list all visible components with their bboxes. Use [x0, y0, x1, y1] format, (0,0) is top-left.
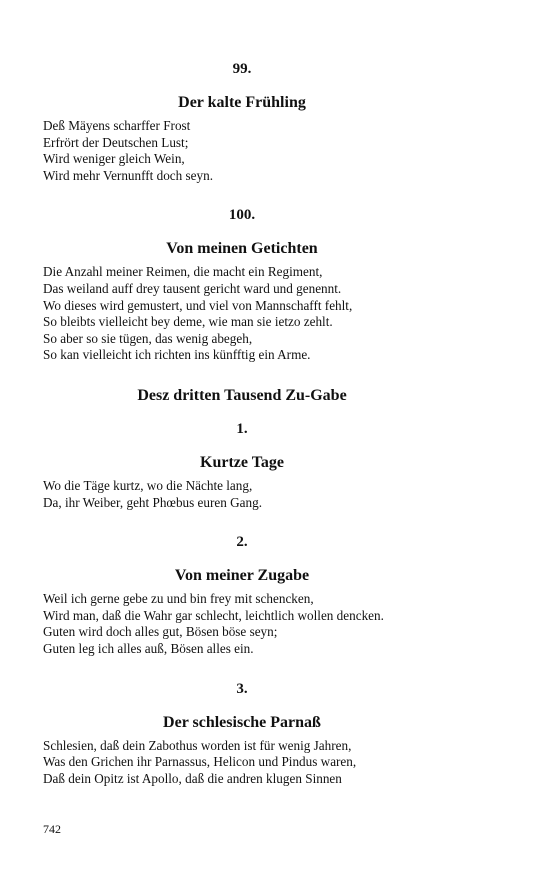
poem-title: Der kalte Frühling — [178, 94, 306, 111]
poem-line: Wird mehr Vernunfft doch seyn. — [43, 167, 214, 183]
poem-line: Daß dein Opitz ist Apollo, daß die andren klugen Sinnen — [43, 770, 342, 786]
poem-line: Schlesien, daß dein Zabothus worden ist für wenig Jahren, — [43, 737, 352, 753]
poem-block — [43, 206, 441, 364]
page-body — [43, 60, 441, 787]
poem-line: Wo dieses wird gemustert, und viel von Mannschafft fehlt, — [43, 297, 353, 313]
poem-line: Guten wird doch alles gut, Bösen böse seyn; — [43, 624, 278, 640]
poem-line: Weil ich gerne gebe zu und bin frey mit schencken, — [43, 591, 314, 607]
poem-block — [43, 420, 441, 511]
poem-line: Was den Grichen ihr Parnassus, Helicon und Pindus waren, — [43, 754, 357, 770]
poem-line: So bleibts vielleicht bey deme, wie man sie ietzo zehlt. — [43, 314, 333, 330]
page-number: 742 — [43, 822, 61, 836]
poem-number: 100. — [228, 207, 256, 224]
poem-line: So kan vielleicht ich richten ins künfftig ein Arme. — [43, 347, 311, 363]
poem-lines — [43, 478, 441, 511]
poem-lines — [43, 264, 441, 364]
poem-block — [43, 533, 441, 657]
poem-line: Da, ihr Weiber, geht Phœbus euren Gang. — [43, 494, 263, 510]
section-heading: Desz dritten Tausend Zu-Gabe — [137, 386, 347, 404]
poem-lines — [43, 738, 441, 788]
poem-line: Erfrört der Deutschen Lust; — [43, 134, 189, 150]
poem-lines — [43, 118, 441, 184]
poem-line: Deß Mäyens scharffer Frost — [43, 118, 191, 133]
poem-title: Von meinen Getichten — [166, 240, 318, 258]
poem-title: Kurtze Tage — [200, 453, 284, 471]
poem-number: 2. — [236, 534, 248, 551]
poem-line: Wird man, daß die Wahr gar schlecht, leichtlich wollen dencken. — [43, 607, 384, 623]
poem-title: Von meiner Zugabe — [174, 567, 310, 585]
poem-lines — [43, 591, 441, 657]
poem-line: Die Anzahl meiner Reimen, die macht ein Regiment, — [43, 264, 323, 280]
poem-line: So aber so sie tügen, das wenig abegeh, — [43, 330, 253, 346]
poem-number: 1. — [236, 420, 248, 437]
poem-number: 99. — [232, 61, 252, 77]
poem-line: Wo die Täge kurtz, wo die Nächte lang, — [43, 477, 253, 493]
poem-block — [43, 60, 441, 184]
poem-line: Das weiland auff drey tausent gericht ward und genennt. — [43, 280, 342, 296]
poem-block — [43, 680, 441, 788]
poem-line: Guten leg ich alles auß, Bösen alles ein. — [43, 640, 254, 656]
poem-number: 3. — [236, 680, 248, 697]
poem-title: Der schlesische Parnaß — [163, 713, 321, 731]
poem-line: Wird weniger gleich Wein, — [43, 151, 185, 167]
